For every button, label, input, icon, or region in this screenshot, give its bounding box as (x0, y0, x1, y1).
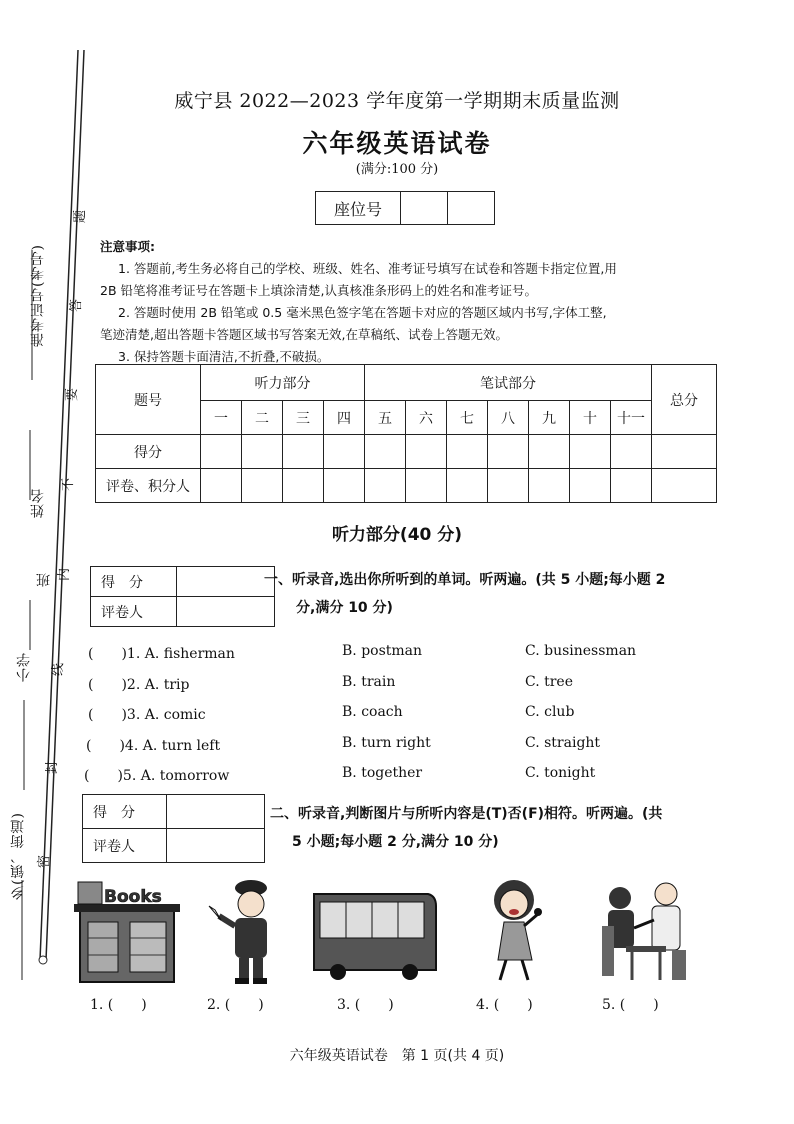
seal-char-4: 内 (57, 567, 73, 582)
q3-option-b: B. coach (342, 704, 403, 720)
bookstore-picture (74, 878, 180, 984)
score-cell[interactable] (488, 435, 529, 469)
exam-title-line1: 威宁县 2022—2023 学年度第一学期期末质量监测 (174, 90, 620, 112)
part2-grader-label: 评卷人 (83, 829, 167, 863)
picture-3-answer[interactable]: 3. ( ) (337, 997, 394, 1013)
score-cell[interactable] (201, 435, 242, 469)
question-number: 一 (201, 401, 242, 435)
notice-item: 2. 答题时使用 2B 铅笔或 0.5 毫米黑色签字笔在答题卡对应的答题区域内书写,字体工整, (118, 305, 607, 320)
grader-cell[interactable] (242, 469, 283, 503)
part2-score-cell[interactable] (167, 795, 265, 829)
grader-cell[interactable] (611, 469, 652, 503)
grader-cell[interactable] (201, 469, 242, 503)
score-row-label: 得分 (96, 435, 201, 469)
grader-cell[interactable] (283, 469, 324, 503)
grader-cell[interactable] (406, 469, 447, 503)
part1-score-label: 得 分 (91, 567, 177, 597)
part1-score-box (90, 566, 275, 627)
grader-cell[interactable] (652, 469, 717, 503)
seal-char-6: 要 (65, 387, 81, 402)
class-label: 班 (36, 572, 52, 587)
seal-char-1: 密 (37, 854, 53, 869)
question-number: 九 (529, 401, 570, 435)
question-number: 七 (447, 401, 488, 435)
grader-cell[interactable] (447, 469, 488, 503)
q2-option-a: ( )2. A. trip (88, 677, 190, 693)
part1-heading-line1: 一、听录音,选出你所听到的单词。听两遍。(共 5 小题;每小题 2 (264, 572, 666, 588)
grader-cell[interactable] (570, 469, 611, 503)
score-cell[interactable] (283, 435, 324, 469)
notice-item: 3. 保持答题卡面清洁,不折叠,不破损。 (118, 349, 330, 364)
score-cell[interactable] (406, 435, 447, 469)
grader-cell[interactable] (365, 469, 406, 503)
part2-heading-line2: 5 小题;每小题 2 分,满分 10 分) (292, 834, 499, 850)
q4-option-c: C. straight (525, 735, 601, 751)
part2-score-box (82, 794, 265, 863)
written-section-header: 笔试部分 (365, 365, 652, 401)
picture-5-answer[interactable]: 5. ( ) (602, 997, 659, 1013)
seal-char-2: 封 (45, 760, 61, 775)
q5-option-b: B. together (342, 765, 423, 781)
score-cell[interactable] (365, 435, 406, 469)
grader-row-label: 评卷、积分人 (96, 469, 201, 503)
q5-option-c: C. tonight (525, 765, 596, 781)
question-number-header: 题号 (96, 365, 201, 435)
score-cell[interactable] (324, 435, 365, 469)
q2-option-b: B. train (342, 674, 396, 690)
listening-section-title: 听力部分(40 分) (331, 525, 463, 545)
admission-number-label: 准考证号(考号) (30, 244, 46, 347)
part1-heading (264, 566, 744, 622)
singing-girl-picture (478, 876, 556, 986)
bookstore-sign: Books (104, 887, 162, 907)
exam-title-line2: 六年级英语试卷 (302, 129, 492, 158)
seat-label: 座位号 (316, 192, 401, 225)
full-score: (满分:100 分) (355, 162, 439, 177)
q2-option-c: C. tree (525, 674, 574, 690)
notice-item: 2B 铅笔将准考证号在答题卡上填涂清楚,认真核准条形码上的姓名和准考证号。 (100, 283, 537, 298)
seal-char-5: 不 (61, 477, 77, 492)
question-number: 十一 (611, 401, 652, 435)
q5-option-a: ( )5. A. tomorrow (84, 768, 230, 784)
part1-grader-label: 评卷人 (91, 597, 177, 627)
notice-item: 1. 答题前,考生务必将自己的学校、班级、姓名、准考证号填写在试卷和答题卡指定位置,用 (118, 261, 617, 276)
seal-char-3: 线 (51, 662, 67, 677)
question-number: 二 (242, 401, 283, 435)
school-label: 小学 (16, 652, 32, 682)
part2-heading (270, 800, 750, 856)
question-number: 三 (283, 401, 324, 435)
part2-score-label: 得 分 (83, 795, 167, 829)
q1-option-a: ( )1. A. fisherman (88, 646, 235, 662)
q4-option-b: B. turn right (342, 735, 431, 751)
town-label: 乡(镇、街道) (10, 812, 26, 900)
grader-cell[interactable] (324, 469, 365, 503)
q3-option-c: C. club (525, 704, 575, 720)
seat-number-box (315, 191, 495, 225)
score-cell[interactable] (529, 435, 570, 469)
part2-grader-cell[interactable] (167, 829, 265, 863)
picture-4-answer[interactable]: 4. ( ) (476, 997, 533, 1013)
score-cell[interactable] (447, 435, 488, 469)
question-number: 十 (570, 401, 611, 435)
seat-cell-1[interactable] (401, 192, 448, 225)
name-label: 姓名 (30, 488, 46, 518)
notice-item: 笔迹清楚,超出答题卡答题区域书写答案无效,在草稿纸、试卷上答题无效。 (100, 327, 508, 342)
total-score-header: 总分 (652, 365, 717, 435)
grader-cell[interactable] (529, 469, 570, 503)
coach-bus-picture (310, 886, 438, 982)
grader-cell[interactable] (488, 469, 529, 503)
doctor-patient-picture (596, 876, 692, 986)
part1-grader-cell[interactable] (177, 597, 275, 627)
seat-cell-2[interactable] (448, 192, 495, 225)
q1-option-c: C. businessman (525, 643, 637, 659)
police-officer-picture (205, 876, 291, 986)
question-number: 五 (365, 401, 406, 435)
q4-option-a: ( )4. A. turn left (86, 738, 221, 754)
question-number: 八 (488, 401, 529, 435)
question-number: 六 (406, 401, 447, 435)
seal-char-8: 题 (73, 209, 89, 224)
part2-heading-line1: 二、听录音,判断图片与所听内容是(T)否(F)相符。听两遍。(共 (270, 806, 663, 822)
score-cell[interactable] (242, 435, 283, 469)
notice-heading: 注意事项: (100, 239, 155, 254)
notice-block (100, 236, 740, 368)
score-table (95, 364, 717, 503)
q3-option-a: ( )3. A. comic (88, 707, 206, 723)
score-cell[interactable] (570, 435, 611, 469)
seal-char-7: 答 (69, 298, 85, 313)
part1-heading-line2: 分,满分 10 分) (296, 600, 393, 616)
picture-2-answer[interactable]: 2. ( ) (207, 997, 264, 1013)
page-footer: 六年级英语试卷 第 1 页(共 4 页) (289, 1048, 505, 1064)
part1-score-cell[interactable] (177, 567, 275, 597)
question-number: 四 (324, 401, 365, 435)
listening-section-header: 听力部分 (201, 365, 365, 401)
score-cell[interactable] (611, 435, 652, 469)
q1-option-b: B. postman (342, 643, 423, 659)
score-cell[interactable] (652, 435, 717, 469)
picture-1-answer[interactable]: 1. ( ) (90, 997, 147, 1013)
